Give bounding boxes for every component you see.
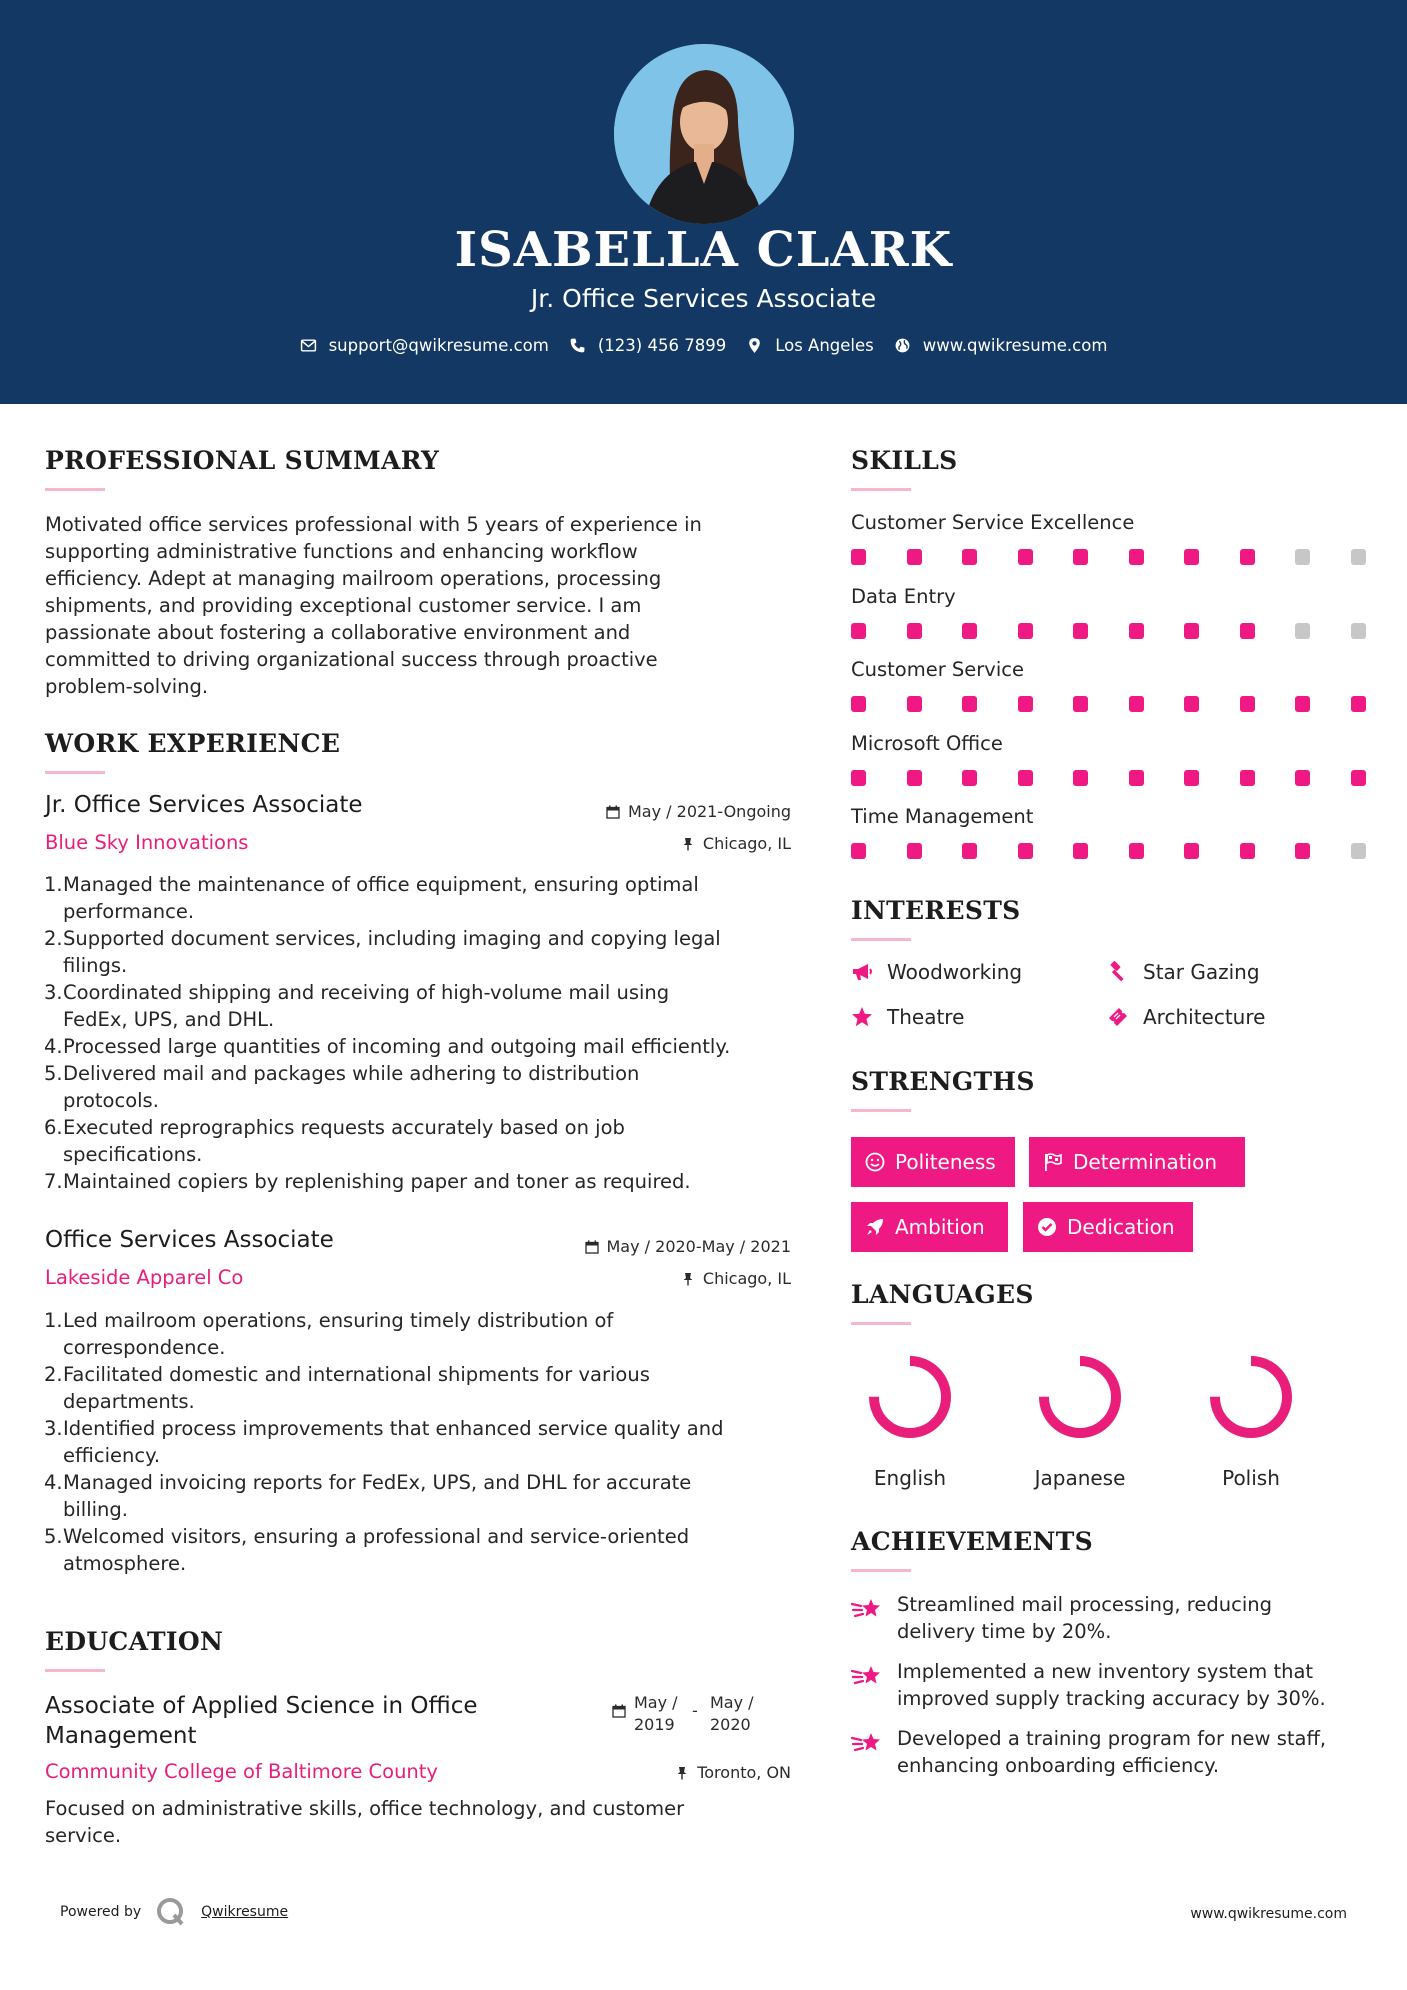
achievements-heading: ACHIEVEMENTS: [851, 1527, 1093, 1556]
skill-dot-empty: [1295, 623, 1310, 639]
profile-photo: [614, 44, 794, 224]
globe-icon: [894, 337, 911, 354]
location-text: Los Angeles: [775, 336, 874, 355]
interests-heading: INTERESTS: [851, 896, 1021, 925]
duty-number: 4.: [44, 1035, 63, 1058]
language-label: English: [873, 1466, 947, 1490]
skill-dot-filled: [1240, 770, 1255, 786]
start-year: 2019: [634, 1715, 675, 1734]
pushpin-icon: [675, 1766, 689, 1780]
duty-item: [45, 1523, 815, 1577]
duty-number: 3.: [44, 981, 63, 1004]
duty-line: Executed reprographics requests accurately based on job: [63, 1116, 625, 1139]
duty-item: [45, 925, 815, 979]
achievement-item: [851, 1658, 1326, 1712]
skill-dot-filled: [1295, 696, 1310, 712]
star-icon: [851, 1006, 873, 1028]
language-level-ring: [1206, 1352, 1296, 1442]
job-title: Jr. Office Services Associate: [45, 792, 363, 818]
skill-dot-filled: [1129, 843, 1144, 859]
duty-number: 3.: [44, 1417, 63, 1440]
email-text: support@qwikresume.com: [328, 336, 549, 355]
skill-dot-empty: [1351, 623, 1366, 639]
work-heading: WORK EXPERIENCE: [45, 729, 341, 758]
megaphone-icon: [851, 961, 873, 983]
pushpin-icon: [681, 1272, 695, 1286]
skill-dot-filled: [1018, 549, 1033, 565]
interest-architecture: [1107, 1005, 1265, 1029]
calendar-icon: [606, 805, 620, 819]
contact-email[interactable]: [300, 336, 549, 355]
language-level-arc: [1215, 1361, 1287, 1433]
flag-icon: [1043, 1152, 1063, 1172]
duty-number: 6.: [44, 1116, 63, 1139]
skill-dot-empty: [1351, 549, 1366, 565]
duty-line: atmosphere.: [63, 1552, 187, 1575]
skill-dot-filled: [1295, 770, 1310, 786]
achievement-text: [897, 1591, 1272, 1645]
skill-dot-filled: [1073, 549, 1088, 565]
duty-item: [45, 1033, 815, 1060]
duty-line: Delivered mail and packages while adhering to distribution: [63, 1062, 640, 1085]
resume-header: [0, 0, 1407, 404]
skills-heading: SKILLS: [851, 446, 958, 475]
strength-label: Determination: [1073, 1150, 1218, 1174]
skill-name: Customer Service: [851, 658, 1024, 681]
skill-dot-filled: [851, 696, 866, 712]
end-year: 2020: [710, 1715, 751, 1734]
language-label: Polish: [1222, 1466, 1280, 1490]
duty-item: [45, 979, 815, 1033]
ticket-icon: [1107, 1006, 1129, 1028]
strengths-heading: STRENGTHS: [851, 1067, 1035, 1096]
duty-line: Managed the maintenance of office equipment, ensuring optimal: [63, 873, 699, 896]
job-location-text: Chicago, IL: [702, 1269, 791, 1288]
achievement-item: [851, 1725, 1326, 1779]
achievement-line: Streamlined mail processing, reducing: [897, 1593, 1272, 1616]
duty-line: Identified process improvements that enhanced service quality and: [63, 1417, 724, 1440]
duty-number: 1.: [44, 873, 63, 896]
duty-line: Coordinated shipping and receiving of high-volume mail using: [63, 981, 670, 1004]
skill-dot-filled: [1073, 843, 1088, 859]
job-location: [681, 834, 791, 853]
language-level-arc: [874, 1361, 946, 1433]
shooting-star-icon: [851, 1662, 883, 1692]
strength-politeness: [851, 1137, 1015, 1187]
duty-line: billing.: [63, 1498, 128, 1521]
job-date: [585, 1237, 792, 1256]
duty-line: FedEx, UPS, and DHL.: [63, 1008, 275, 1031]
language-level-ring: [1035, 1352, 1125, 1442]
summary-line: supporting administrative functions and enhancing workflow: [45, 540, 638, 563]
summary-line: Motivated office services professional with 5 years of experience in: [45, 513, 702, 536]
achievement-line: enhancing onboarding efficiency.: [897, 1754, 1220, 1777]
job-title: Office Services Associate: [45, 1227, 334, 1253]
achievement-line: Implemented a new inventory system that: [897, 1660, 1314, 1683]
skill-dot-filled: [1129, 623, 1144, 639]
brand-link[interactable]: Qwikresume: [201, 1904, 289, 1920]
job-duties-list: [45, 871, 815, 1195]
skill-dot-filled: [907, 843, 922, 859]
skill-dot-filled: [962, 549, 977, 565]
smile-icon: [865, 1152, 885, 1172]
duty-line: Supported document services, including imaging and copying legal: [63, 927, 721, 950]
job-location: [681, 1269, 791, 1288]
skill-dot-filled: [1295, 843, 1310, 859]
map-pin-icon: [746, 337, 763, 354]
contact-bar: [0, 336, 1407, 355]
skill-dot-filled: [962, 696, 977, 712]
education-start: [634, 1692, 684, 1736]
contact-website[interactable]: [894, 336, 1108, 355]
duty-line: Facilitated domestic and international shipments for various: [63, 1363, 650, 1386]
skill-dot-filled: [1018, 696, 1033, 712]
strength-label: Politeness: [895, 1150, 996, 1174]
school-name: Community College of Baltimore County: [45, 1760, 438, 1783]
calendar-icon: [585, 1240, 599, 1254]
languages-heading: LANGUAGES: [851, 1280, 1034, 1309]
company-name: Blue Sky Innovations: [45, 831, 249, 854]
summary-line: shipments, and providing exceptional customer service. I am: [45, 594, 642, 617]
check-circle-icon: [1037, 1217, 1057, 1237]
duty-line: Welcomed visitors, ensuring a professional and service-oriented: [63, 1525, 690, 1548]
contact-phone[interactable]: [569, 336, 726, 355]
qwikresume-logo-icon: [155, 1896, 187, 1928]
interest-woodworking: [851, 960, 1022, 984]
calendar-icon: [612, 1704, 626, 1718]
skill-dot-filled: [962, 843, 977, 859]
language-label: Japanese: [1034, 1466, 1126, 1490]
education-heading: EDUCATION: [45, 1627, 224, 1656]
duty-line: Managed invoicing reports for FedEx, UPS, and DHL for accurate: [63, 1471, 692, 1494]
skill-dot-filled: [1018, 843, 1033, 859]
school-location-text: Toronto, ON: [697, 1763, 791, 1782]
job-location-text: Chicago, IL: [702, 834, 791, 853]
degree-line: Management: [45, 1723, 197, 1749]
summary-line: passionate about fostering a collaborative environment and: [45, 621, 631, 644]
job-date-text: May / 2020-May / 2021: [606, 1237, 791, 1256]
duty-line: specifications.: [63, 1143, 203, 1166]
duty-item: [45, 871, 815, 925]
skill-dot-filled: [1073, 696, 1088, 712]
pushpin-icon: [681, 837, 695, 851]
achievement-text: [897, 1725, 1326, 1779]
skill-dot-filled: [851, 843, 866, 859]
skill-dot-filled: [1351, 770, 1366, 786]
education-rule: [45, 1669, 105, 1672]
achievement-text: [897, 1658, 1326, 1712]
skill-dot-filled: [907, 696, 922, 712]
skill-name: Microsoft Office: [851, 731, 1003, 755]
interest-theatre: [851, 1005, 964, 1029]
degree-name: [45, 1691, 478, 1751]
skill-dot-filled: [851, 549, 866, 565]
duty-number: 2.: [44, 1363, 63, 1386]
duty-line: performance.: [63, 900, 195, 923]
interest-star-gazing: [1107, 960, 1260, 984]
duty-number: 2.: [44, 927, 63, 950]
duty-item: [45, 1114, 815, 1168]
achievement-item: [851, 1591, 1272, 1645]
duty-item: [45, 1469, 815, 1523]
skill-dot-filled: [1129, 696, 1144, 712]
interest-label: Theatre: [887, 1005, 965, 1029]
strength-determination: [1029, 1137, 1245, 1187]
duty-number: 4.: [44, 1471, 63, 1494]
skill-dot-filled: [1184, 549, 1199, 565]
strength-dedication: [1023, 1202, 1193, 1252]
end-month: May /: [710, 1693, 754, 1712]
summary-rule: [45, 488, 105, 491]
summary-text: [45, 511, 805, 700]
company-name: Lakeside Apparel Co: [45, 1266, 244, 1289]
skill-dot-empty: [1351, 843, 1366, 859]
interest-label: Star Gazing: [1143, 960, 1260, 984]
interest-label: Architecture: [1143, 1005, 1266, 1029]
person-portrait-icon: [614, 44, 794, 224]
work-rule: [45, 771, 105, 774]
phone-icon: [569, 337, 586, 354]
skill-dot-filled: [1240, 623, 1255, 639]
skill-dot-filled: [1018, 623, 1033, 639]
skill-dot-filled: [851, 770, 866, 786]
strength-label: Dedication: [1067, 1215, 1175, 1239]
skill-dot-filled: [1351, 696, 1366, 712]
start-month: May /: [634, 1693, 678, 1712]
skill-name: Data Entry: [851, 584, 956, 608]
website-text: www.qwikresume.com: [922, 336, 1108, 355]
skill-dot-filled: [1240, 843, 1255, 859]
skill-name: Time Management: [851, 805, 1034, 828]
description-line: Focused on administrative skills, office technology, and customer: [45, 1797, 685, 1820]
skill-dot-filled: [907, 770, 922, 786]
summary-line: committed to driving organizational success through proactive: [45, 648, 658, 671]
duty-number: 5.: [44, 1525, 63, 1548]
summary-heading: PROFESSIONAL SUMMARY: [45, 446, 440, 475]
contact-location: [746, 336, 874, 355]
skill-dot-empty: [1295, 549, 1310, 565]
skill-dot-filled: [1184, 770, 1199, 786]
footer-website[interactable]: www.qwikresume.com: [1190, 1906, 1347, 1922]
candidate-title: Jr. Office Services Associate: [530, 284, 877, 313]
shooting-star-icon: [851, 1595, 883, 1625]
skill-dot-filled: [1129, 770, 1144, 786]
rocket-icon: [865, 1217, 885, 1237]
job-duties-list: [45, 1307, 815, 1577]
achievement-line: improved supply tracking accuracy by 30%.: [897, 1687, 1326, 1710]
duty-line: Maintained copiers by replenishing paper and toner as required.: [63, 1170, 691, 1193]
education-description: [45, 1795, 815, 1849]
shooting-star-icon: [851, 1729, 883, 1759]
duty-item: [45, 1060, 815, 1114]
degree-line: Associate of Applied Science in Office: [45, 1693, 478, 1719]
skill-dot-filled: [1018, 770, 1033, 786]
summary-line: problem-solving.: [45, 675, 209, 698]
achievement-line: Developed a training program for new staff,: [897, 1727, 1327, 1750]
envelope-icon: [300, 337, 317, 354]
footer-powered-by: [60, 1896, 288, 1928]
duty-line: filings.: [63, 954, 128, 977]
duty-item: [45, 1415, 815, 1469]
interests-rule: [851, 938, 911, 941]
education-dates: [612, 1692, 760, 1736]
skill-dot-filled: [1240, 549, 1255, 565]
duty-item: [45, 1307, 815, 1361]
duty-line: protocols.: [63, 1089, 159, 1112]
job-date: [606, 802, 791, 821]
duty-line: departments.: [63, 1390, 195, 1413]
summary-line: efficiency. Adept at managing mailroom operations, processing: [45, 567, 662, 590]
duty-number: 1.: [44, 1309, 63, 1332]
duty-number: 7.: [44, 1170, 63, 1193]
language-level-ring: [865, 1352, 955, 1442]
languages-rule: [851, 1322, 911, 1325]
powered-by-text: Powered by: [60, 1904, 142, 1920]
skill-dot-filled: [851, 623, 866, 639]
interest-label: Woodworking: [887, 960, 1023, 984]
skill-dot-filled: [1184, 623, 1199, 639]
duty-item: [45, 1361, 815, 1415]
gavel-icon: [1107, 961, 1129, 983]
skill-dot-filled: [1184, 696, 1199, 712]
strength-ambition: [851, 1202, 1008, 1252]
skill-dot-filled: [1184, 843, 1199, 859]
strengths-rule: [851, 1109, 911, 1112]
job-date-text: May / 2021-Ongoing: [628, 802, 791, 821]
school-location: [675, 1763, 791, 1782]
skill-dot-filled: [1073, 770, 1088, 786]
skill-name: Customer Service Excellence: [851, 511, 1135, 534]
skill-dot-filled: [962, 770, 977, 786]
achievements-rule: [851, 1569, 911, 1572]
skill-dot-filled: [907, 623, 922, 639]
language-level-arc: [1044, 1361, 1116, 1433]
phone-text: (123) 456 7899: [597, 336, 727, 355]
duty-line: efficiency.: [63, 1444, 161, 1467]
achievement-line: delivery time by 20%.: [897, 1620, 1112, 1643]
skill-dot-filled: [907, 549, 922, 565]
skills-rule: [851, 488, 911, 491]
skill-dot-filled: [1129, 549, 1144, 565]
description-line: service.: [45, 1824, 122, 1847]
duty-line: Processed large quantities of incoming and outgoing mail efficiently.: [63, 1035, 731, 1058]
candidate-name: ISABELLA CLARK: [454, 222, 953, 278]
duty-line: Led mailroom operations, ensuring timely distribution of: [63, 1309, 614, 1332]
duty-number: 5.: [44, 1062, 63, 1085]
skill-dot-filled: [1073, 623, 1088, 639]
skill-dot-filled: [962, 623, 977, 639]
date-separator: -: [692, 1701, 698, 1720]
skill-dot-filled: [1240, 696, 1255, 712]
duty-item: [45, 1168, 815, 1195]
strength-label: Ambition: [895, 1215, 985, 1239]
education-end: [710, 1692, 760, 1736]
duty-line: correspondence.: [63, 1336, 226, 1359]
